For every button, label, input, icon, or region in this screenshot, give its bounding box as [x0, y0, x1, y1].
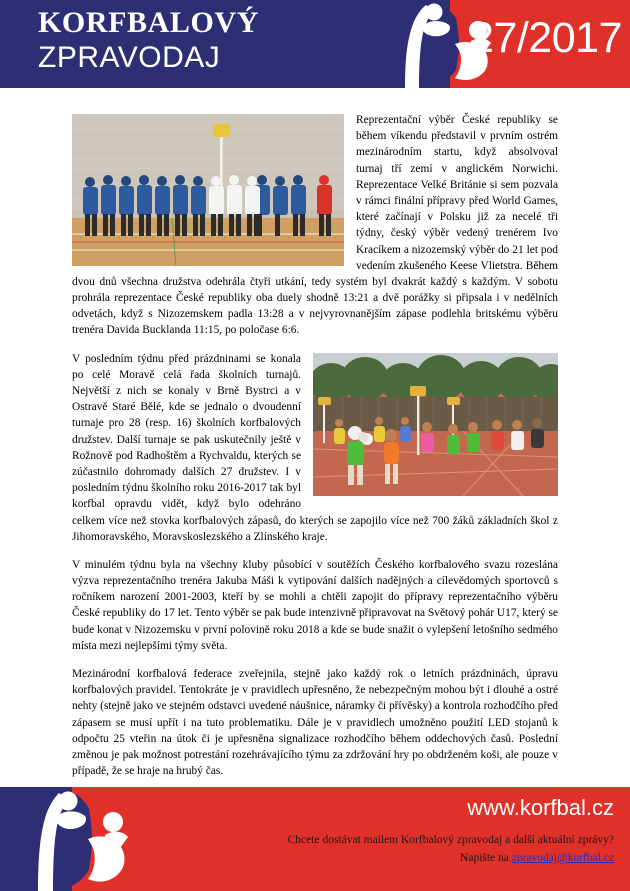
paragraph-rules-update: Mezinárodní korfbalová federace zveřejnila, stejně jako každý rok o letních prázdninách, úpravu korfbalových pravidel. Tentokráte je v pravidlech upřesněno, že nebezpečným mohou být i dlouhé a ostré nehty (stejně jako ve stejném odstavci uvedené náušnice, náramky či přívěsky) a kontrola rozhodčího před zápasem se musí upřít i na tuto problematiku. Dále je v pravidlech umožněno použití LED stojanů k odpočtu 25 vteřin na útok či je upřesněna signalizace rozhodčího během oddechových časů. Poslední změnou je pak možnost potrestání rozehrávajícího týmu za zdržování hry po obdrženém koši, ale pouze v případě, že se hraje na hrubý čas.: [72, 668, 558, 778]
footer-contact-block: [288, 832, 614, 868]
photo-school-tournament: [313, 353, 558, 496]
paragraph-school-tournaments: V posledním týdnu před prázdninami se konala po celé Moravě celá řada školních turnajů. Největší z nich se konaly v Brně Bystrci a v Ostravě Staré Bělé, kde se jednalo o dvoudenní turnaje pro 28 (resp. 16) školních korfbalových družstev. Další turnaje se pak uskutečnily ještě v Rožnově pod Radhoštěm a Rychvaldu, kterých se zúčastnilo dohromady dalších 27 družstev. I v posledním týdnu školního roku 2016-2017 tak byl korfbal opravdu vidět, když bylo odehráno celkem více než stovka korfbalových zápasů, do kterých se zapojilo více než 700 žáků základních škol z Jihomoravského, Moravskoslezského a Zlínského kraje.: [72, 352, 558, 543]
website-url[interactable]: www.korfbal.cz: [467, 795, 614, 820]
title-line-zpravodaj: ZPRAVODAJ: [38, 40, 221, 74]
page-title: [38, 7, 259, 73]
contact-email-link[interactable]: zpravodaj@korfbal.cz: [511, 851, 614, 864]
paragraph-national-team: Reprezentační výběr České republiky se během víkendu představil v prvním ostrém mezinárodním startu, když absolvoval turnaj tří zemí v anglickém Norwichi. Reprezentace Velké Británie si sem pozvala v rámci finální přípravy před World Games, které začínají v Polsku již za necelé tři týdny, český výběr vedený trenérem Ivo Kracíkem a nizozemský výběr do 21 let pod vedením zkušeného Keese Vlietstra. Během dvou dnů všechna družstva odehrála čtyři utkání, tedy systém byl dvakrát každý s každým. V sobotu prohrála reprezentace České republiky oba duely shodně 13:21 a dvě porážky si připsala i v nedělních odvetách, když s Nizozemskem padla 13:28 a v nejvyrovnanějším zápase podlehla britskému výběru trenéra Davida Bucklanda 11:15, po poločase 6:6.: [72, 114, 558, 337]
newsletter-question: Chcete dostávat mailem Korfbalový zpravodaj a další aktuální zprávy?: [287, 834, 614, 846]
article-content: [72, 112, 558, 805]
title-line-korfbalovy: KORFBALOVÝ: [38, 6, 260, 39]
school-tournament-illustration: [313, 353, 558, 496]
page-footer: [0, 787, 630, 891]
contact-prefix: Napište na: [460, 851, 512, 864]
team-photo-illustration: [72, 114, 344, 266]
photo-national-teams: [72, 114, 344, 266]
paragraph-u17-selection: V minulém týdnu byla na všechny kluby působící v soutěžích Českého korfbalového svazu rozeslána výzva reprezentačního trenéra Jakuba Máši k vytipování dalších nadějných a cílevědomých sportovců s ročníkem narození 2001-2003, kteří by se mohli a chtěli zapojit do přípravy reprezentačního výběru České republiky do 17 let. Tento výběr se pak bude intenzivně připravovat na Světový pohár U17, který se bude konat v Nizozemsku v první polovině roku 2018 a kde se bude snažit o vylepšení letošního sedmého místa mezi nejlepšími týmy světa.: [72, 558, 558, 652]
page-header: [0, 0, 630, 88]
korfball-logo-footer-icon: [18, 787, 143, 891]
contact-line: [288, 850, 614, 868]
issue-number: 27/2017: [470, 14, 622, 62]
